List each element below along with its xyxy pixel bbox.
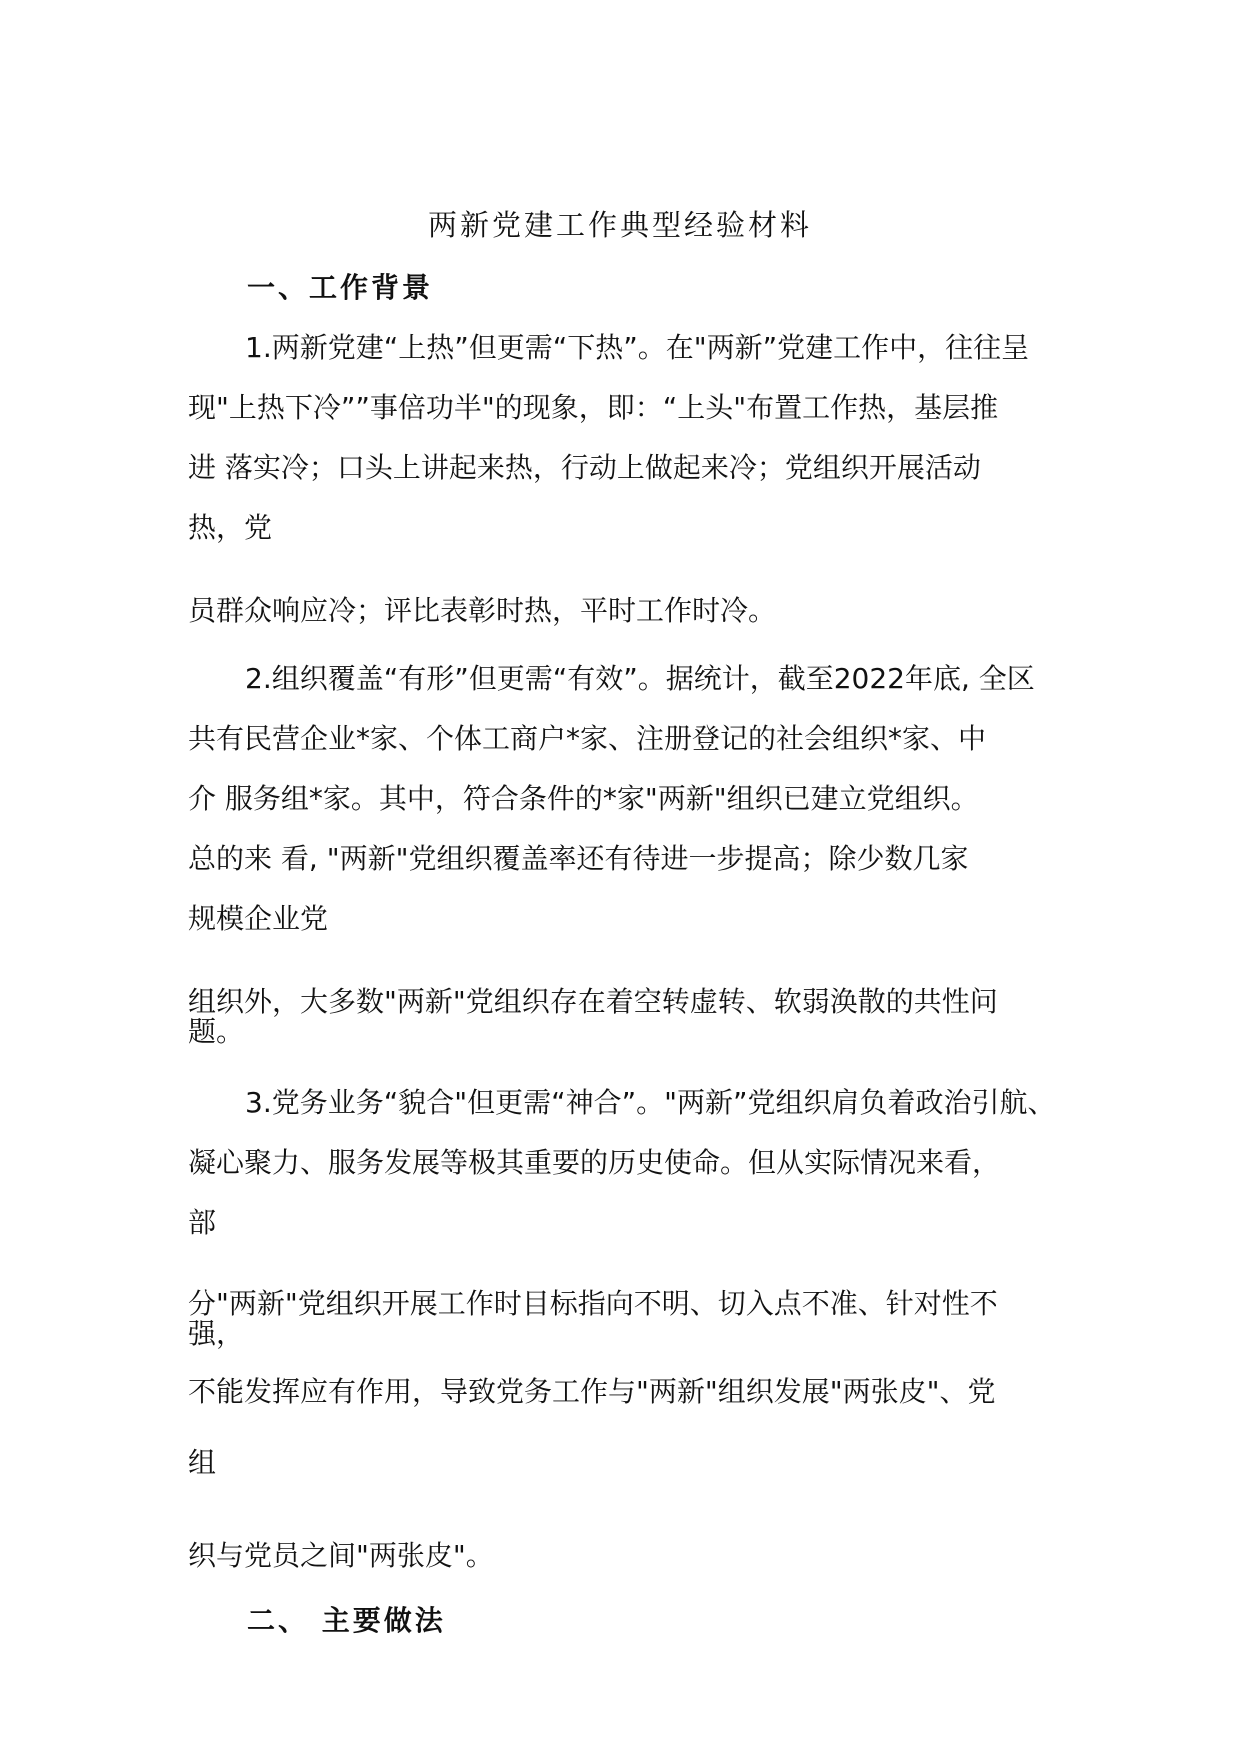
paragraph-line: 3.党务业务“貌合"但更需“神合”。"两新”党组织肩负着政治引航、 <box>245 1086 1056 1119</box>
paragraph-line: 强， <box>188 1317 245 1350</box>
paragraph-line: 员群众响应冷；评比表彰时热，平时工作时冷。 <box>188 594 777 627</box>
paragraph-line: 热，党 <box>188 511 273 544</box>
paragraph-line: 织与党员之间"两张皮"。 <box>188 1539 494 1572</box>
section-heading-methods: 二、 主要做法 <box>247 1604 446 1637</box>
paragraph-line: 不能发挥应有作用，导致党务工作与"两新"组织发展"两张皮"、党 <box>188 1375 996 1408</box>
paragraph-line: 1.两新党建“上热”但更需“下热”。在"两新”党建工作中，往往呈 <box>245 331 1030 364</box>
paragraph-line: 介 服务组*家。其中，符合条件的*家"两新"组织已建立党组织。 <box>188 782 979 815</box>
section-heading-background: 一、工作背景 <box>247 271 434 304</box>
paragraph-line: 分"两新"党组织开展工作时目标指向不明、切入点不准、针对性不 <box>188 1287 998 1320</box>
paragraph-line: 题。 <box>188 1015 245 1048</box>
paragraph-line: 2.组织覆盖“有形”但更需“有效”。据统计，截至2022年底, 全区 <box>245 662 1035 695</box>
paragraph-line: 共有民营企业*家、个体工商户*家、注册登记的社会组织*家、中 <box>188 722 987 755</box>
paragraph-line: 组织外，大多数"两新"党组织存在着空转虚转、软弱涣散的共性问 <box>188 985 998 1018</box>
paragraph-line: 组 <box>188 1446 217 1479</box>
paragraph-line: 现"上热下冷””事倍功半"的现象，即：“上头"布置工作热，基层推 <box>188 391 999 424</box>
paragraph-line: 规模企业党 <box>188 902 329 935</box>
paragraph-line: 进 落实冷；口头上讲起来热，行动上做起来冷；党组织开展活动 <box>188 451 981 484</box>
paragraph-line: 总的来 看, "两新"党组织覆盖率还有待进一步提高；除少数几家 <box>188 842 969 875</box>
paragraph-line: 凝心聚力、服务发展等极其重要的历史使命。但从实际情况来看， <box>188 1146 1001 1179</box>
document-title: 两新党建工作典型经验材料 <box>427 208 812 242</box>
paragraph-line: 部 <box>188 1206 217 1239</box>
